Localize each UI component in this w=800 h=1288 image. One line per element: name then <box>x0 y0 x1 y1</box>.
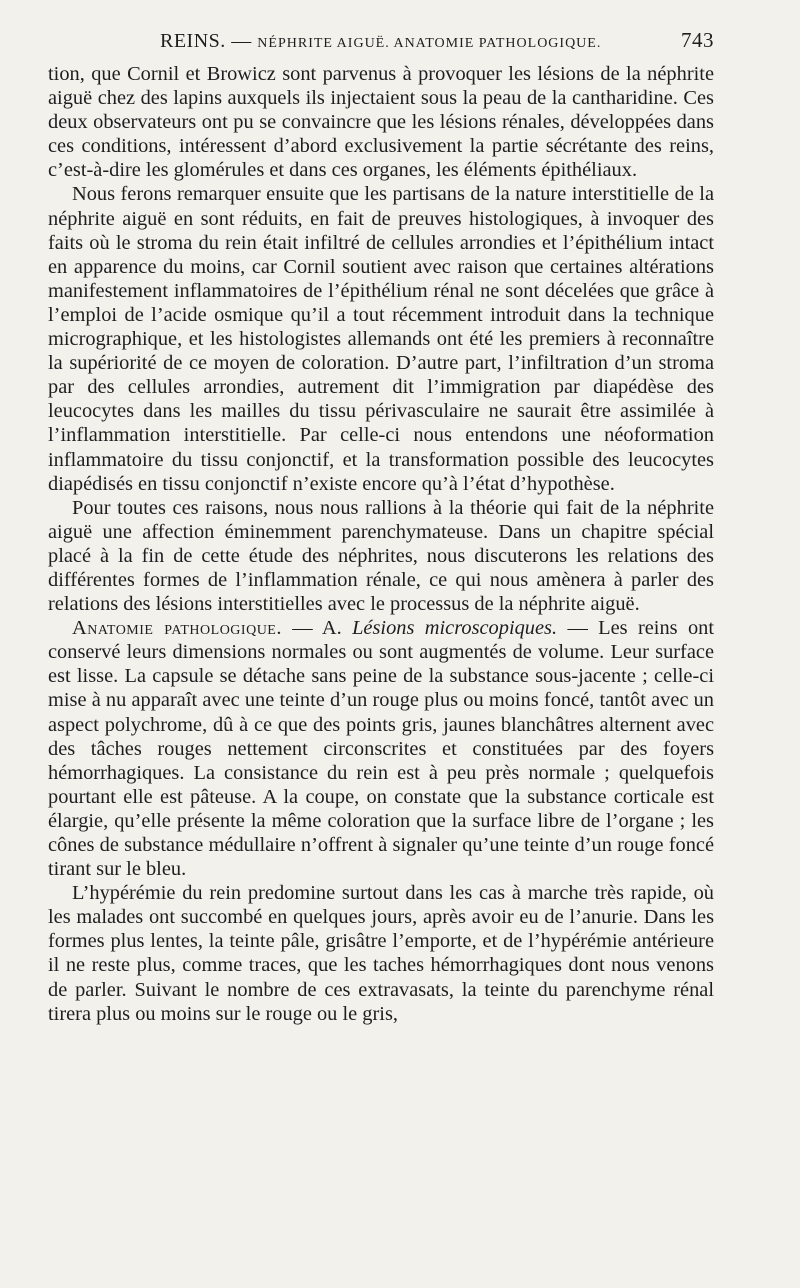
section-heading: Anatomie pathologique. <box>72 617 282 640</box>
paragraph-2: Nous ferons remarquer ensuite que les partisans de la nature interstitielle de la néphrite aiguë en sont réduits, en fait de preuves histologiques, à invoquer des faits où le stroma du rein était infiltré de cellules arrondies et l’épithélium intact en apparence du moins, car Cornil soutient avec raison que certaines altérations manifestement inflammatoires de l’épithélium rénal ne sont décelées que grâce à l’emploi de l’acide osmique qu’il a tout récemment introduit dans la technique micrographique, et les histologistes allemands ont été les premiers à reconnaître la supériorité de ce moyen de coloration. D’autre part, l’infiltration d’un stroma par des cellules arrondies, autrement dit l’immigration par diapédèse des leucocytes dans les mailles du tissu périvasculaire ne saurait être assimilée à l’inflammation interstitielle. Par celle-ci nous entendons une néoformation inflammatoire du tissu conjonctif, et la transformation possible des leucocytes diapédisés en tissu conjonctif n’existe encore qu’à l’état d’hypothèse. <box>48 183 714 495</box>
section-subheading: Lésions microscopiques. <box>352 617 558 640</box>
paragraph-4-text: — Les reins ont conservé leurs dimensions normales ou sont augmentés de volume. Leur surface est lisse. La capsule se détache sans peine de la substance sous-jacente ; celle-ci mise à nu apparaît avec une teinte d’un rouge plus ou moins foncé, tantôt avec un aspect polychrome, dû à ce que des points gris, jaunes blanchâtres alternent avec des tâches rouges nettement circonscrites et constituées par des foyers hémorrhagiques. La consistance du rein est à peu près normale ; quelquefois pourtant elle est pâteuse. A la coupe, on constate que la substance corticale est élargie, qu’elle présente la même coloration que la surface libre de l’organe ; les cônes de substance médullaire n’offrent à signaler qu’une teinte d’un rouge foncé tirant sur le bleu. <box>48 617 715 881</box>
paragraph-1: tion, que Cornil et Browicz sont parvenus à provoquer les lésions de la néphrite aiguë chez des lapins auxquels ils injectaient sous la peau de la cantharidine. Ces deux observateurs ont pu se convaincre que les lésions rénales, développées dans ces conditions, intéressent d’abord exclusivement la partie sécrétante des reins, c’est-à-dire les glomérules et dans ces organes, les éléments épithéliaux. <box>48 63 714 182</box>
page-body <box>48 62 714 1026</box>
paragraph-5: L’hypérémie du rein predomine surtout dans les cas à marche très rapide, où les malades ont succombé en quelques jours, après avoir eu de l’anurie. Dans les formes plus lentes, la teinte pâle, grisâtre l’emporte, et de l’hypérémie antérieure il ne reste plus, comme traces, que les taches hémorrhagiques dont nous venons de parler. Suivant le nombre de ces extravasats, la teinte du parenchyme rénal tirera plus ou moins sur le rouge ou le gris, <box>48 882 714 1025</box>
paragraph-4 <box>48 616 714 881</box>
page-number: 743 <box>681 28 714 52</box>
running-header <box>160 28 714 60</box>
running-title-dash: — <box>225 30 258 52</box>
running-title-main: REINS. <box>160 30 226 52</box>
running-title-section: NÉPHRITE AIGUË. ANATOMIE PATHOLOGIQUE. <box>257 36 602 51</box>
section-dash: — A. <box>281 617 353 640</box>
running-title <box>160 30 681 53</box>
paragraph-3: Pour toutes ces raisons, nous nous rallions à la théorie qui fait de la néphrite aiguë une affection éminemment parenchymateuse. Dans un chapitre spécial placé à la fin de cette étude des néphrites, nous discuterons les relations des différentes formes de l’inflammation rénale, ce qui nous amènera à parler des relations des lésions interstitielles avec le processus de la néphrite aiguë. <box>48 496 714 616</box>
